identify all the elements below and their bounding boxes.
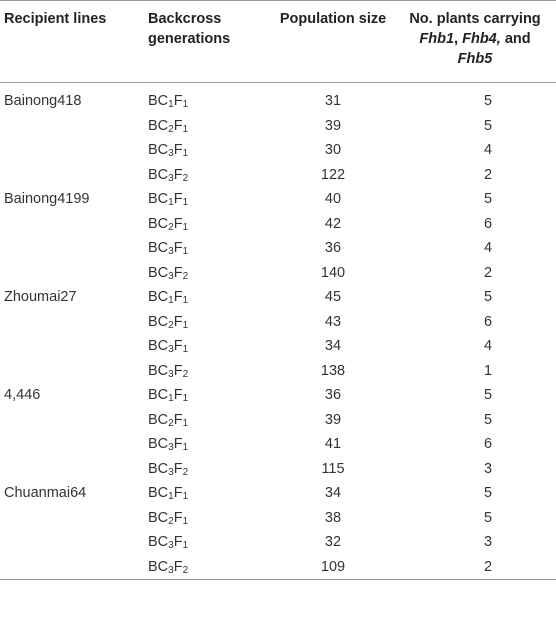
table-row — [0, 236, 556, 261]
generation-subscript: 1 — [182, 319, 189, 331]
generation-text: BC — [148, 338, 169, 354]
generation-text: F — [173, 166, 183, 183]
generation-text: BC — [148, 509, 169, 526]
table-body — [0, 83, 556, 580]
generation-subscript: 1 — [168, 295, 174, 306]
recipient-line-cell — [0, 359, 144, 384]
population-size-cell: 122 — [320, 166, 346, 183]
table-row — [0, 212, 556, 237]
generation-subscript: 3 — [168, 246, 174, 257]
generation-subscript: 1 — [182, 295, 189, 306]
header-and: and — [504, 31, 531, 47]
recipient-line-cell — [0, 212, 144, 237]
backcross-generation-cell — [144, 334, 272, 359]
generation-subscript: 2 — [182, 564, 189, 576]
population-size-cell: 43 — [324, 313, 342, 330]
population-size-cell: 30 — [324, 142, 342, 158]
generation-subscript: 2 — [182, 466, 189, 478]
plants-carrying-cell: 3 — [483, 460, 493, 477]
recipient-line-cell: Chuanmai64 — [4, 485, 87, 501]
population-size-cell: 140 — [320, 264, 346, 281]
generation-subscript: 1 — [182, 221, 189, 233]
plants-carrying-cell: 6 — [483, 215, 493, 232]
generation-text: F — [173, 338, 183, 354]
generation-subscript: 1 — [182, 99, 189, 110]
generation-subscript: 3 — [168, 368, 174, 380]
generation-subscript: 3 — [168, 172, 174, 184]
recipient-line-cell — [0, 432, 144, 457]
backcross-generation-cell — [144, 261, 272, 286]
backcross-generation-cell — [144, 555, 272, 580]
generation-text: F — [173, 436, 183, 452]
plants-carrying-cell: 5 — [483, 411, 493, 428]
generation-subscript: 1 — [182, 442, 189, 453]
gene-fhb5: Fhb5 — [457, 51, 493, 67]
population-size-cell: 138 — [320, 362, 346, 379]
generation-subscript: 2 — [182, 368, 189, 380]
plants-carrying-cell: 4 — [483, 338, 493, 354]
generation-subscript: 1 — [182, 246, 189, 257]
recipient-line-cell: Bainong418 — [4, 93, 82, 109]
generation-text: BC — [148, 289, 169, 305]
generation-text: BC — [148, 411, 169, 428]
population-size-cell: 34 — [324, 485, 342, 501]
generation-text: BC — [148, 191, 169, 207]
plants-carrying-cell: 3 — [483, 534, 493, 550]
plants-carrying-cell: 5 — [483, 509, 493, 526]
backcross-generation-cell — [144, 310, 272, 335]
table-row — [0, 83, 556, 114]
generation-text: BC — [148, 436, 169, 452]
table-row — [0, 285, 556, 310]
generation-subscript: 3 — [168, 466, 174, 478]
table-row — [0, 261, 556, 286]
generation-text: F — [173, 485, 183, 501]
table-row — [0, 187, 556, 212]
table-row — [0, 114, 556, 139]
backcross-generation-cell — [144, 163, 272, 188]
generation-subscript: 2 — [182, 172, 189, 184]
header-backcross-generations — [144, 1, 272, 83]
generation-text: BC — [148, 166, 169, 183]
population-size-cell: 42 — [324, 215, 342, 232]
generation-subscript: 2 — [168, 221, 174, 233]
backcross-generation-cell — [144, 138, 272, 163]
header-plants-carrying — [394, 1, 556, 83]
recipient-line-cell — [0, 261, 144, 286]
plants-carrying-cell: 2 — [483, 166, 493, 183]
table-row — [0, 530, 556, 555]
backcross-generation-cell — [144, 285, 272, 310]
backcross-generation-cell — [144, 408, 272, 433]
backcross-generation-cell — [144, 432, 272, 457]
backcross-generation-cell — [144, 83, 272, 114]
generation-text: F — [173, 215, 183, 232]
recipient-line-cell — [0, 457, 144, 482]
generation-subscript: 3 — [168, 270, 174, 282]
population-size-cell: 38 — [324, 509, 342, 526]
plants-carrying-cell: 1 — [483, 362, 493, 379]
generation-subscript: 1 — [182, 417, 189, 429]
plants-carrying-cell: 6 — [483, 436, 493, 452]
generation-subscript: 1 — [168, 99, 174, 110]
generation-subscript: 1 — [168, 491, 174, 502]
population-size-cell: 39 — [324, 117, 342, 134]
plants-carrying-cell: 5 — [483, 191, 493, 207]
generation-text: BC — [148, 362, 169, 379]
recipient-line-cell — [0, 138, 144, 163]
generation-text: BC — [148, 534, 169, 550]
table-header — [0, 1, 556, 83]
generation-text: F — [173, 509, 183, 526]
plants-carrying-cell: 2 — [394, 555, 556, 580]
recipient-line-cell — [0, 334, 144, 359]
header-population-size — [272, 1, 394, 83]
population-size-cell: 109 — [272, 555, 394, 580]
generation-text: BC — [148, 240, 169, 256]
table-row — [0, 555, 556, 580]
generation-subscript: 3 — [168, 148, 174, 159]
population-size-cell: 40 — [324, 191, 342, 207]
generation-text: BC — [148, 485, 169, 501]
table-row — [0, 383, 556, 408]
generation-text: F — [173, 460, 183, 477]
generation-text: F — [173, 362, 183, 379]
header-backcross-text: Backcross generations — [148, 11, 231, 47]
generation-subscript: 1 — [182, 123, 189, 135]
header-recipient-lines: Recipient lines — [0, 1, 144, 83]
generation-text: F — [173, 534, 183, 550]
generation-subscript: 2 — [168, 417, 174, 429]
population-size-cell: 39 — [324, 411, 342, 428]
generation-text: BC — [148, 387, 169, 403]
generation-text: BC — [148, 117, 169, 134]
generation-text: BC — [148, 215, 169, 232]
generation-subscript: 2 — [182, 270, 189, 282]
table-row — [0, 481, 556, 506]
plants-carrying-cell: 6 — [483, 313, 493, 330]
generation-subscript: 1 — [182, 344, 189, 355]
table-row — [0, 138, 556, 163]
backcross-generation-cell — [144, 383, 272, 408]
population-size-cell: 41 — [324, 436, 342, 452]
backcross-generation-cell — [144, 212, 272, 237]
plants-carrying-cell: 4 — [483, 240, 493, 256]
generation-text: F — [173, 264, 183, 281]
backcross-generation-cell — [144, 114, 272, 139]
population-size-cell: 36 — [324, 240, 342, 256]
recipient-line-cell — [0, 408, 144, 433]
header-plants-prefix: No. plants carrying — [409, 11, 541, 27]
backcross-generation-cell — [144, 236, 272, 261]
generation-subscript: 1 — [182, 393, 189, 404]
generation-subscript: 1 — [182, 515, 189, 527]
generation-text: F — [173, 191, 183, 207]
backcross-generation-cell — [144, 359, 272, 384]
generation-subscript: 1 — [182, 540, 189, 551]
generation-text: F — [173, 411, 183, 428]
generation-text: BC — [148, 460, 169, 477]
table-row — [0, 432, 556, 457]
generation-text: F — [173, 142, 183, 158]
generation-text: F — [173, 313, 183, 330]
plants-carrying-cell: 5 — [483, 387, 493, 403]
generation-subscript: 3 — [168, 344, 174, 355]
recipient-line-cell — [0, 530, 144, 555]
generation-text: BC — [148, 142, 169, 158]
population-size-cell: 45 — [324, 289, 342, 305]
table-row — [0, 359, 556, 384]
backcross-generation-cell — [144, 530, 272, 555]
header-population-text: Population size — [279, 11, 387, 27]
generation-text: F — [173, 387, 183, 403]
plants-carrying-cell: 2 — [483, 264, 493, 281]
recipient-line-cell — [0, 114, 144, 139]
generation-text: F — [173, 289, 183, 305]
generation-subscript: 1 — [168, 393, 174, 404]
table-row — [0, 334, 556, 359]
recipient-line-cell — [0, 236, 144, 261]
generation-subscript: 1 — [168, 197, 174, 208]
recipient-line-cell — [0, 506, 144, 531]
recipient-line-cell: 4,446 — [4, 387, 41, 403]
generation-subscript: 1 — [182, 197, 189, 208]
generation-text: F — [173, 117, 183, 134]
header-sep: , — [454, 31, 459, 47]
population-size-cell: 115 — [321, 460, 345, 477]
population-size-cell: 32 — [324, 534, 342, 550]
recipient-line-cell: Bainong4199 — [4, 191, 90, 207]
backcross-generation-cell — [144, 187, 272, 212]
header-row — [0, 1, 556, 83]
generation-text: F — [173, 93, 183, 109]
recipient-line-cell — [0, 163, 144, 188]
generation-subscript: 3 — [168, 564, 174, 576]
table-row — [0, 310, 556, 335]
table-row — [0, 506, 556, 531]
generation-text: BC — [148, 264, 169, 281]
recipient-line-cell: Zhoumai27 — [4, 289, 77, 305]
generation-subscript: 2 — [168, 515, 174, 527]
plants-carrying-cell: 4 — [483, 142, 493, 158]
generation-text: BC — [148, 313, 169, 330]
plants-carrying-cell: 5 — [483, 117, 493, 134]
generation-text: F — [173, 240, 183, 256]
generation-subscript: 3 — [168, 442, 174, 453]
recipient-line-cell — [0, 310, 144, 335]
plants-carrying-cell: 5 — [483, 289, 493, 305]
backcross-generation-cell — [144, 506, 272, 531]
generation-subscript: 1 — [182, 491, 189, 502]
table-row — [0, 457, 556, 482]
backcross-generation-cell — [144, 457, 272, 482]
backcross-generation-cell — [144, 481, 272, 506]
table-row — [0, 408, 556, 433]
gene-fhb1: Fhb1 — [419, 31, 455, 47]
population-size-cell: 31 — [324, 93, 342, 109]
generation-text: BC — [148, 558, 169, 575]
table-row — [0, 163, 556, 188]
population-size-cell: 36 — [324, 387, 342, 403]
generation-text: BC — [148, 93, 169, 109]
generation-subscript: 2 — [168, 319, 174, 331]
recipient-line-cell — [0, 555, 144, 580]
generation-subscript: 1 — [182, 148, 189, 159]
plants-carrying-cell: 5 — [483, 485, 493, 501]
generation-subscript: 3 — [168, 540, 174, 551]
generation-text: F — [173, 558, 183, 575]
population-size-cell: 34 — [324, 338, 342, 354]
generation-subscript: 2 — [168, 123, 174, 135]
gene-fhb4: Fhb4, — [462, 31, 501, 47]
plants-carrying-cell: 5 — [483, 93, 493, 109]
